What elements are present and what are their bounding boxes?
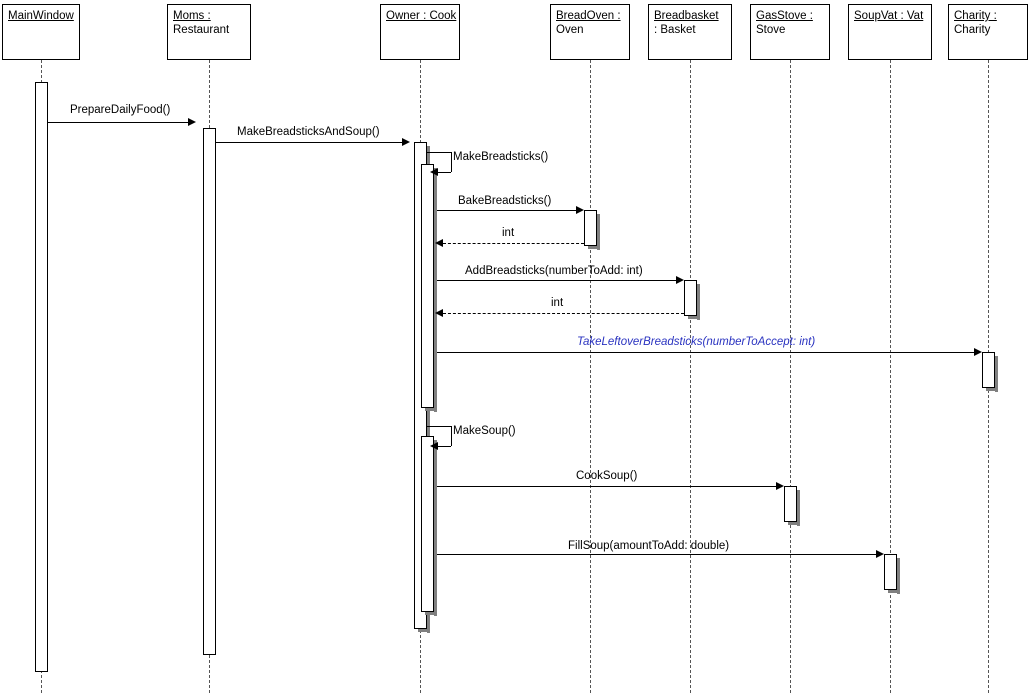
activation-moms	[203, 128, 216, 655]
arrow-head-bake-breadsticks	[576, 206, 584, 214]
participant-gasstove-line2: Stove	[756, 24, 786, 36]
activation-charity	[982, 352, 995, 388]
message-line-bake-breadsticks	[437, 210, 576, 211]
participant-breadbasket[interactable]	[648, 4, 732, 60]
activation-breadoven-shadow	[597, 214, 600, 250]
arrow-head-fill-soup	[876, 550, 884, 558]
participant-breadbasket-line2: : Basket	[654, 24, 696, 36]
arrow-head-make-soup	[430, 442, 438, 450]
message-label-prepare-daily-food: PrepareDailyFood()	[70, 104, 171, 116]
message-label-make-breadsticks: MakeBreadsticks()	[453, 151, 549, 163]
message-line-prepare-daily-food	[48, 122, 188, 123]
arrow-head-prepare-daily-food	[188, 118, 196, 126]
message-label-return-int-basket: int	[551, 297, 564, 309]
activation-breadbasket-shadow	[697, 284, 700, 320]
activation-breadoven-shadow-bottom	[588, 246, 600, 249]
activation-owner-makesoup-shadow	[434, 440, 437, 616]
message-line-add-breadsticks	[437, 280, 676, 281]
activation-gasstove	[784, 486, 797, 522]
arrow-head-cook-soup	[776, 482, 784, 490]
message-label-add-breadsticks: AddBreadsticks(numberToAdd: int)	[465, 265, 643, 277]
participant-owner-line1: Owner : Cook	[386, 10, 457, 22]
self-message-side-make-soup	[451, 426, 452, 446]
participant-mainwindow[interactable]	[2, 4, 80, 60]
participant-breadoven[interactable]	[550, 4, 630, 60]
participant-moms[interactable]	[167, 4, 251, 60]
message-line-make-breadsticks-and-soup	[216, 142, 402, 143]
arrow-head-make-breadsticks	[430, 168, 438, 176]
activation-owner-makesoup-shadow-bottom	[425, 612, 437, 615]
participant-charity[interactable]	[948, 4, 1028, 60]
activation-owner-makebreadsticks	[421, 164, 434, 408]
self-message-bottom-make-soup	[436, 446, 451, 447]
lifeline-breadoven	[590, 60, 591, 693]
self-message-top-make-soup	[427, 426, 451, 427]
participant-soupvat-line1: SoupVat : Vat	[854, 10, 924, 22]
participant-mainwindow-line1: MainWindow	[8, 10, 74, 22]
activation-soupvat-shadow-bottom	[888, 590, 900, 593]
lifeline-gasstove	[790, 60, 791, 693]
activation-breadoven	[584, 210, 597, 246]
message-line-cook-soup	[437, 486, 776, 487]
lifeline-breadbasket	[690, 60, 691, 693]
message-label-return-int-oven: int	[502, 227, 515, 239]
activation-gasstove-shadow	[797, 490, 800, 526]
participant-moms-line1: Moms :	[173, 10, 211, 22]
message-line-return-int-oven	[443, 243, 584, 244]
participant-charity-line2: Charity	[954, 24, 991, 36]
arrow-head-return-int-basket	[435, 309, 443, 317]
arrow-head-make-breadsticks-and-soup	[402, 138, 410, 146]
message-label-take-leftover-breadsticks: TakeLeftoverBreadsticks(numberToAccept: int)	[577, 336, 816, 348]
activation-soupvat-shadow	[897, 558, 900, 594]
activation-owner-shadow-bottom	[418, 629, 430, 632]
message-label-fill-soup: FillSoup(amountToAdd: double)	[568, 540, 730, 552]
participant-moms-line2: Restaurant	[173, 24, 230, 36]
arrow-head-add-breadsticks	[676, 276, 684, 284]
self-message-side-make-breadsticks	[451, 152, 452, 172]
message-label-make-breadsticks-and-soup: MakeBreadsticksAndSoup()	[237, 126, 380, 138]
lifeline-soupvat	[890, 60, 891, 693]
arrow-head-take-leftover-breadsticks	[974, 348, 982, 356]
participant-soupvat[interactable]	[848, 4, 932, 60]
participant-gasstove-line1: GasStove :	[756, 10, 813, 22]
activation-breadbasket-shadow-bottom	[688, 316, 700, 319]
activation-mainwindow	[35, 82, 48, 672]
activation-breadbasket	[684, 280, 697, 316]
activation-soupvat	[884, 554, 897, 590]
participant-breadoven-line1: BreadOven :	[556, 10, 621, 22]
participant-gasstove[interactable]	[750, 4, 830, 60]
participant-charity-line1: Charity :	[954, 10, 997, 22]
activation-charity-shadow	[995, 356, 998, 392]
activation-owner-makesoup	[421, 436, 434, 612]
activation-charity-shadow-bottom	[986, 388, 998, 391]
activation-owner-makebreadsticks-shadow-bottom	[425, 408, 437, 411]
message-label-cook-soup: CookSoup()	[576, 470, 638, 482]
message-line-return-int-basket	[443, 313, 684, 314]
arrow-head-return-int-oven	[435, 239, 443, 247]
activation-owner-makebreadsticks-shadow	[434, 168, 437, 412]
message-label-make-soup: MakeSoup()	[453, 425, 516, 437]
message-label-bake-breadsticks: BakeBreadsticks()	[458, 195, 552, 207]
activation-gasstove-shadow-bottom	[788, 522, 800, 525]
message-line-fill-soup	[437, 554, 876, 555]
self-message-top-make-breadsticks	[427, 152, 451, 153]
message-line-take-leftover-breadsticks	[437, 352, 974, 353]
participant-breadoven-line2: Oven	[556, 24, 584, 36]
participant-breadbasket-line1: Breadbasket	[654, 10, 719, 22]
participant-owner[interactable]	[380, 4, 460, 60]
self-message-bottom-make-breadsticks	[436, 172, 451, 173]
